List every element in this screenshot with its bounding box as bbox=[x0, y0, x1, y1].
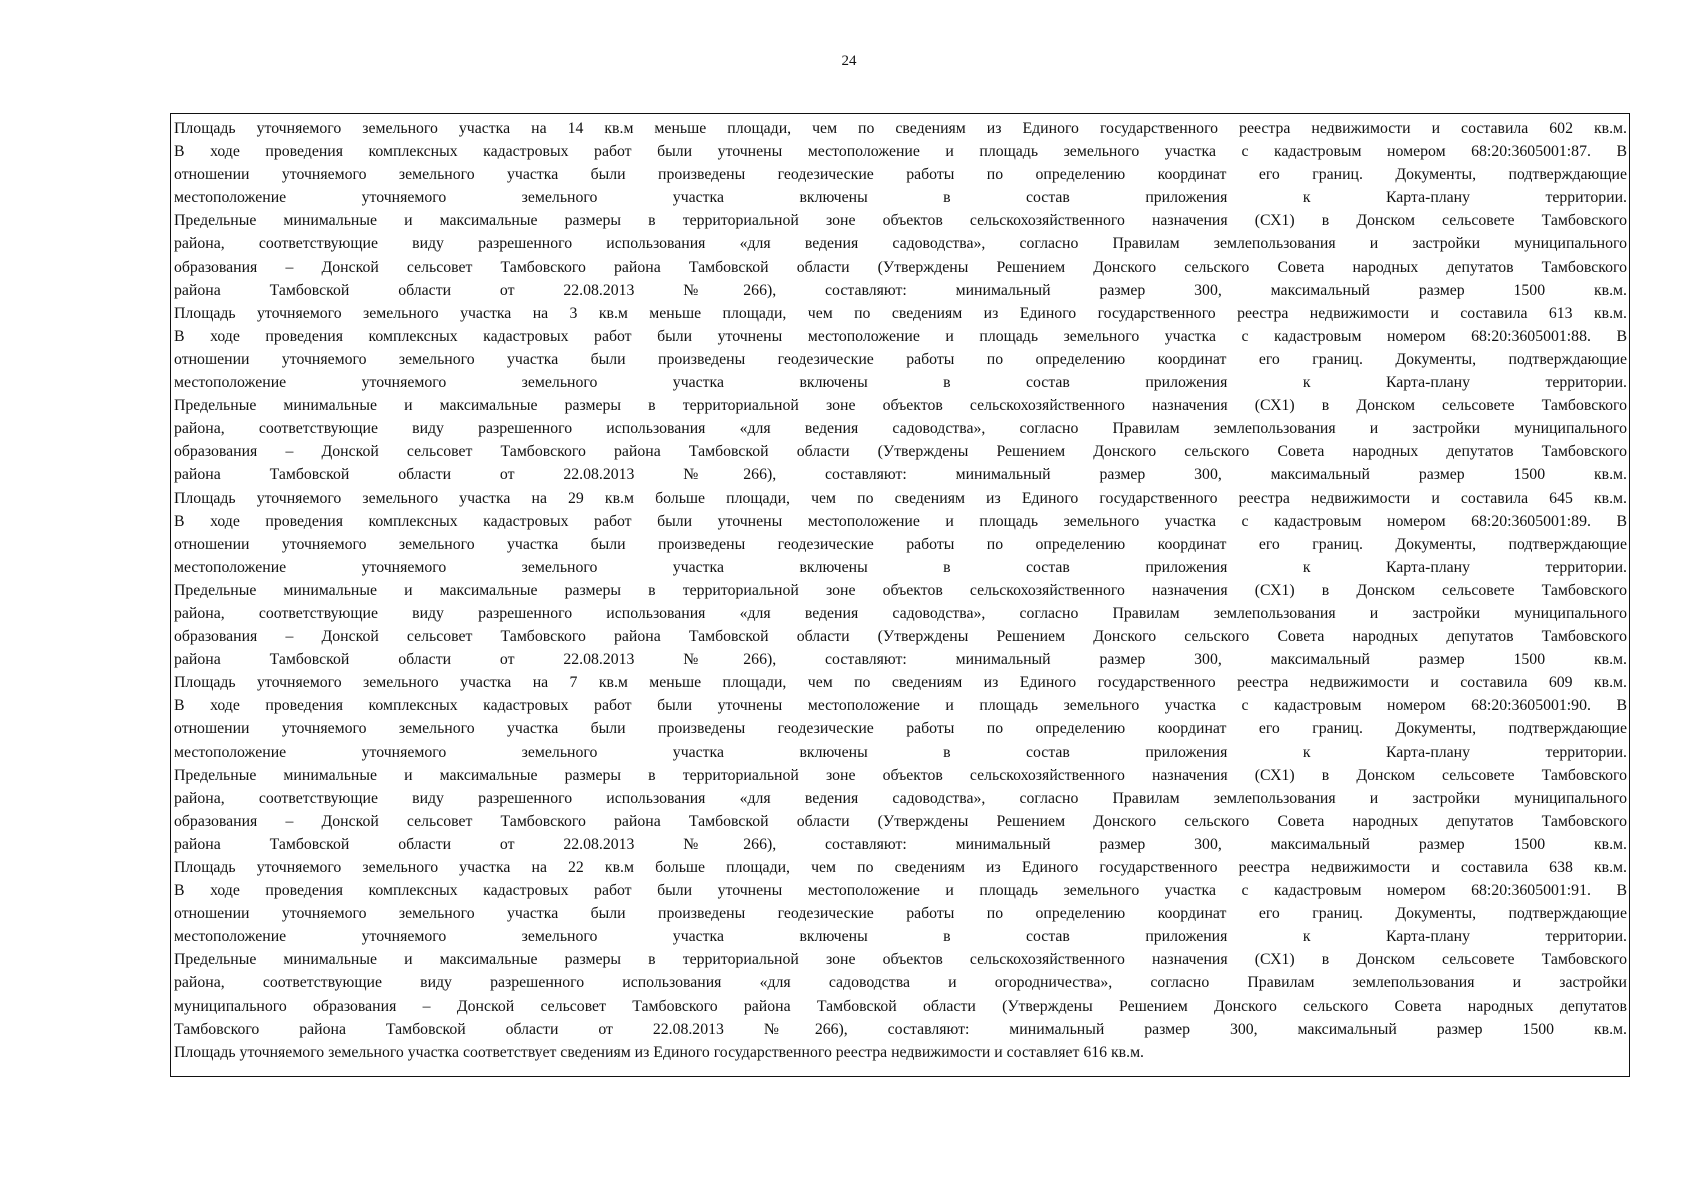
text-line: района, соответствующие виду разрешенного использования «для ведения садоводства», согласно Правилам землепользования и застройки муниципального bbox=[174, 604, 1627, 622]
text-line: Площадь уточняемого земельного участка на 3 кв.м меньше площади, чем по сведениям из Единого государственного реестра недвижимости и составила 613 кв.м. bbox=[174, 304, 1627, 322]
text-line: Площадь уточняемого земельного участка на 22 кв.м больше площади, чем по сведениям из Единого государственного реестра недвижимости и составила 638 кв.м. bbox=[174, 859, 1627, 876]
text-line: Предельные минимальные и максимальные размеры в территориальной зоне объектов сельскохозяйственного назначения (СХ1) в Донском сельсовете Тамбовского bbox=[174, 212, 1627, 230]
text-line: отношении уточняемого земельного участка были произведены геодезические работы по определению координат его границ. Документы, подтверждающие bbox=[174, 905, 1627, 923]
text-line: В ходе проведения комплексных кадастровых работ были уточнены местоположение и площадь земельного участка с кадастровым номером 68:20:3605001:90. В bbox=[174, 697, 1627, 715]
text-line: Площадь уточняемого земельного участка на 29 кв.м больше площади, чем по сведениям из Единого государственного реестра недвижимости и составила 645 кв.м. bbox=[174, 489, 1627, 507]
text-line: местоположение уточняемого земельного участка включены в состав приложения к Карта-плану территории. bbox=[174, 189, 1627, 207]
text-line: района, соответствующие виду разрешенного использования «для ведения садоводства», согласно Правилам землепользования и застройки муниципального bbox=[174, 420, 1627, 438]
text-line: Предельные минимальные и максимальные размеры в территориальной зоне объектов сельскохозяйственного назначения (СХ1) в Донском сельсовете Тамбовского bbox=[174, 581, 1627, 599]
text-line: В ходе проведения комплексных кадастровых работ были уточнены местоположение и площадь земельного участка с кадастровым номером 68:20:3605001:88. В bbox=[174, 327, 1627, 345]
text-line: Площадь уточняемого земельного участка соответствует сведениям из Единого государственного реестра недвижимости и составляет 616 кв.м. bbox=[174, 1043, 1145, 1061]
text-line: Тамбовского района Тамбовской области от 22.08.2013 №266), составляют: минимальный размер 300, максимальный размер 1500 кв.м. bbox=[174, 1020, 1627, 1038]
text-line: района Тамбовской области от 22.08.2013 №266), составляют: минимальный размер 300, максимальный размер 1500 кв.м. bbox=[174, 466, 1627, 484]
text-line: района Тамбовской области от 22.08.2013 №266), составляют: минимальный размер 300, максимальный размер 1500 кв.м. bbox=[174, 835, 1627, 853]
text-line: В ходе проведения комплексных кадастровых работ были уточнены местоположение и площадь земельного участка с кадастровым номером 68:20:3605001:87. В bbox=[174, 143, 1627, 161]
text-line: Площадь уточняемого земельного участка на 7 кв.м меньше площади, чем по сведениям из Единого государственного реестра недвижимости и составила 609 кв.м. bbox=[174, 674, 1627, 692]
text-line: Предельные минимальные и максимальные размеры в территориальной зоне объектов сельскохозяйственного назначения (СХ1) в Донском сельсовете Тамбовского bbox=[174, 951, 1627, 969]
text-line: местоположение уточняемого земельного участка включены в состав приложения к Карта-плану территории. bbox=[174, 558, 1627, 576]
text-line: района, соответствующие виду разрешенного использования «для садоводства и огородничества», согласно Правилам землепользования и застройки bbox=[174, 974, 1627, 992]
text-line: отношении уточняемого земельного участка были произведены геодезические работы по определению координат его границ. Документы, подтверждающие bbox=[174, 535, 1627, 553]
text-line: муниципального образования – Донской сельсовет Тамбовского района Тамбовской области (Утверждены Решением Донского сельского Совета народных депутатов bbox=[174, 997, 1627, 1015]
text-line: В ходе проведения комплексных кадастровых работ были уточнены местоположение и площадь земельного участка с кадастровым номером 68:20:3605001:91. В bbox=[174, 882, 1627, 900]
text-line: В ходе проведения комплексных кадастровых работ были уточнены местоположение и площадь земельного участка с кадастровым номером 68:20:3605001:89. В bbox=[174, 512, 1627, 530]
text-line: Предельные минимальные и максимальные размеры в территориальной зоне объектов сельскохозяйственного назначения (СХ1) в Донском сельсовете Тамбовского bbox=[174, 397, 1627, 415]
text-line: образования – Донской сельсовет Тамбовского района Тамбовской области (Утверждены Решением Донского сельского Совета народных депутатов Тамбовского bbox=[174, 443, 1627, 461]
text-line: образования – Донской сельсовет Тамбовского района Тамбовской области (Утверждены Решением Донского сельского Совета народных депутатов Тамбовского bbox=[174, 628, 1627, 646]
text-line: отношении уточняемого земельного участка были произведены геодезические работы по определению координат его границ. Документы, подтверждающие bbox=[174, 166, 1627, 184]
text-line: образования – Донской сельсовет Тамбовского района Тамбовской области (Утверждены Решением Донского сельского Совета народных депутатов Тамбовского bbox=[174, 258, 1627, 276]
text-line: района Тамбовской области от 22.08.2013 №266), составляют: минимальный размер 300, максимальный размер 1500 кв.м. bbox=[174, 651, 1627, 669]
text-line: отношении уточняемого земельного участка были произведены геодезические работы по определению координат его границ. Документы, подтверждающие bbox=[174, 720, 1627, 738]
text-line: местоположение уточняемого земельного участка включены в состав приложения к Карта-плану территории. bbox=[174, 374, 1627, 392]
text-line: Предельные минимальные и максимальные размеры в территориальной зоне объектов сельскохозяйственного назначения (СХ1) в Донском сельсовете Тамбовского bbox=[174, 766, 1627, 784]
text-line: района, соответствующие виду разрешенного использования «для ведения садоводства», согласно Правилам землепользования и застройки муниципального bbox=[174, 789, 1627, 807]
text-line: Площадь уточняемого земельного участка на 14 кв.м меньше площади, чем по сведениям из Единого государственного реестра недвижимости и составила 602 кв.м. bbox=[174, 120, 1627, 137]
text-line: местоположение уточняемого земельного участка включены в состав приложения к Карта-плану территории. bbox=[174, 743, 1627, 761]
text-line: района Тамбовской области от 22.08.2013 №266), составляют: минимальный размер 300, максимальный размер 1500 кв.м. bbox=[174, 281, 1627, 299]
text-line: местоположение уточняемого земельного участка включены в состав приложения к Карта-плану территории. bbox=[174, 928, 1627, 946]
text-line: отношении уточняемого земельного участка были произведены геодезические работы по определению координат его границ. Документы, подтверждающие bbox=[174, 350, 1627, 368]
page-number: 24 bbox=[841, 53, 857, 69]
text-line: образования – Донской сельсовет Тамбовского района Тамбовской области (Утверждены Решением Донского сельского Совета народных депутатов Тамбовского bbox=[174, 812, 1627, 830]
text-frame bbox=[170, 113, 1630, 1077]
text-line: района, соответствующие виду разрешенного использования «для ведения садоводства», согласно Правилам землепользования и застройки муниципального bbox=[174, 235, 1627, 253]
